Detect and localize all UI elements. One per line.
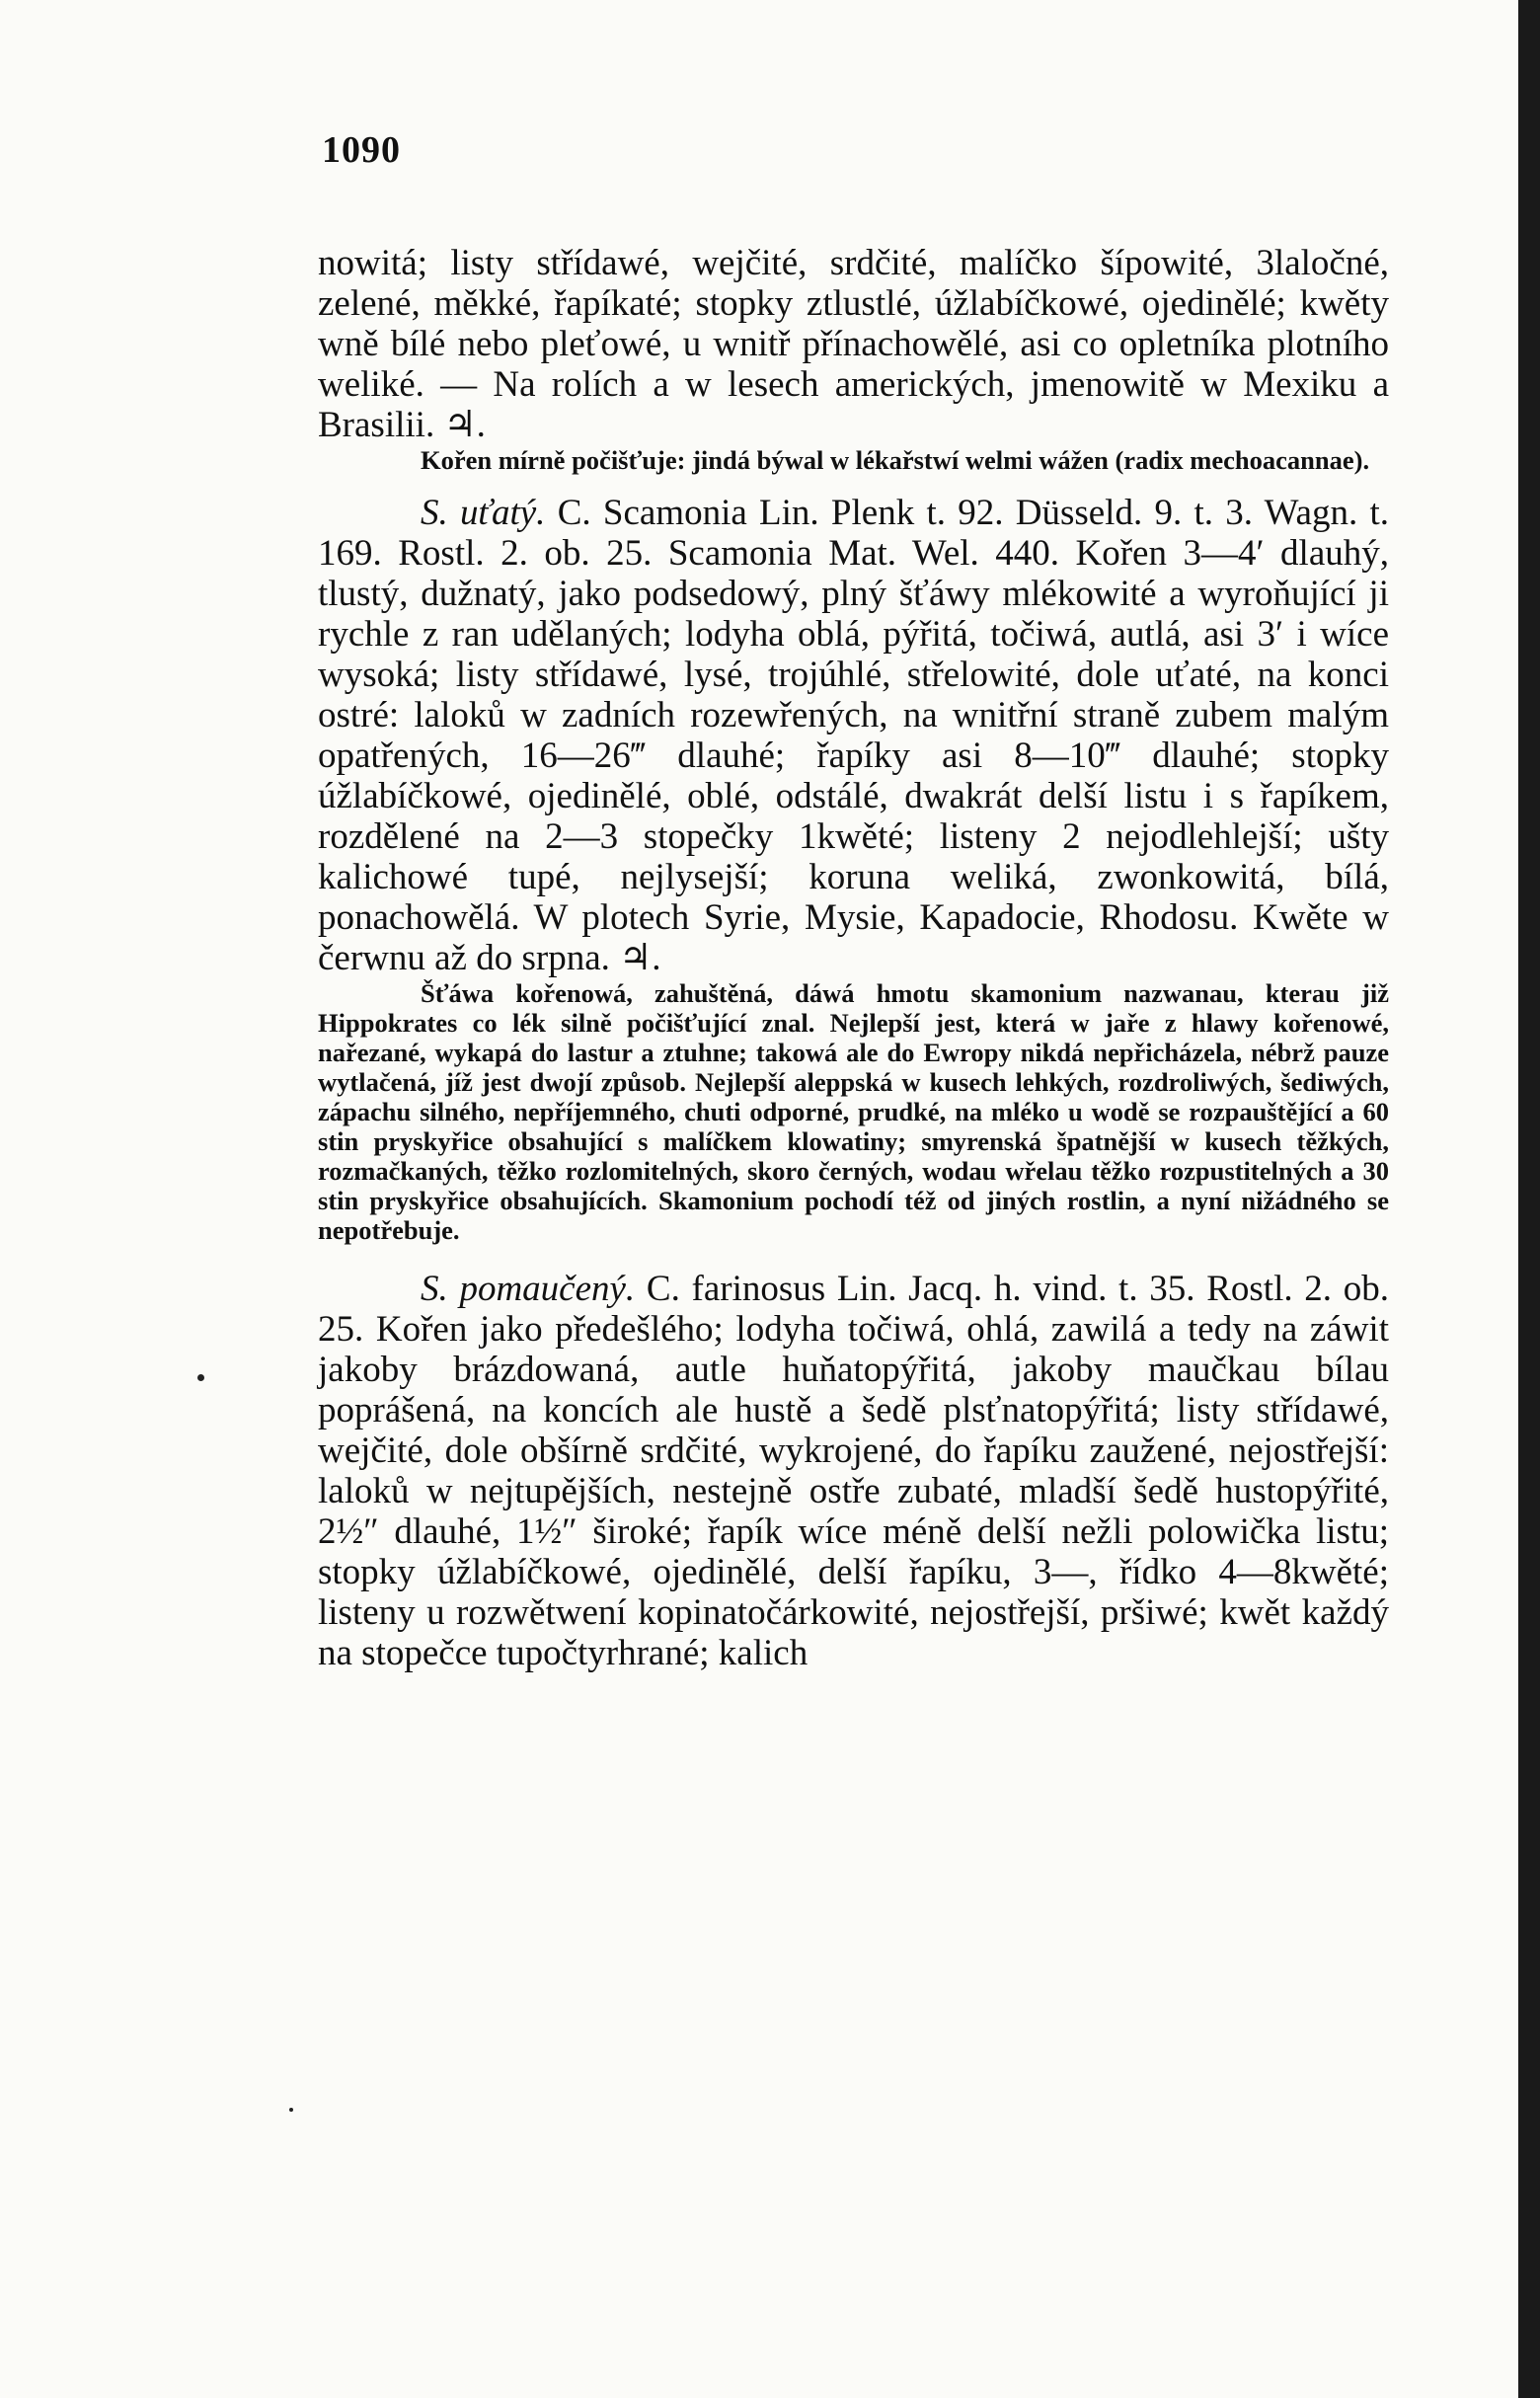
ink-speck	[289, 2108, 293, 2112]
species-description: C. farinosus Lin. Jacq. h. vind. t. 35. Rostl. 2. ob. 25. Kořen jako předešlého; lodyha točiwá, ohlá, zawilá a tedy na záwit jakoby brázdowaná, autle huňatopýřitá, jakoby maučkau bílau poprášená, na koncích ale hustě a šedě plsťnatopýřitá; listy střídawé, wejčité, dole obšírně srdčité, wykrojené, do řapíku zaužené, nejostřejší: laloků w nejtupějších, nestejně ostře zubaté, mladší šedě hustopýřité, 2½″ dlauhé, 1½″ široké; řapík wíce méně delší nežli polowička listu; stopky úžlabíčkowé, ojedinělé, delší řapíku, 3—, řídko 4—8kwěté; listeny u rozwětwení kopinatočárkowité, nejostřejší, pršiwé; kwět každý na stopečce tupočtyrhrané; kalich	[318, 1269, 1389, 1673]
species-scamonia	[318, 493, 1389, 978]
footnote-root: Kořen mírně počišťuje: jindá býwal w lékařstwí welmi wážen (radix mechoacannae).	[421, 445, 1370, 475]
species-name: S. pomaučený.	[421, 1269, 636, 1309]
species-farinosus	[318, 1269, 1389, 1673]
page-number: 1090	[322, 129, 401, 171]
species-description: C. Scamonia Lin. Plenk t. 92. Düsseld. 9. t. 3. Wagn. t. 169. Rostl. 2. ob. 25. Scamonia Mat. Wel. 440. Kořen 3—4′ dlauhý, tlustý, dužnatý, jako podsedowý, plný šťáwy mlékowité a wyroňující ji rychle z ran udělaných; lodyha oblá, pýřitá, točiwá, autlá, asi 3′ i wíce wysoká; listy střídawé, lysé, trojúhlé, střelowité, dole uťaté, na konci ostré: laloků w zadních rozewřených, na wnitřní straně zubem malým opatřených, 16—26‴ dlauhé; řapíky asi 8—10‴ dlauhé; stopky úžlabíčkowé, ojedinělé, oblé, odstálé, dwakrát delší listu i s řapíkem, rozdělené na 2—3 stopečky 1kwěté; listeny 2 nejodlehlejší; ušty kalichowé tupé, nejlysejší; koruna weliká, zwonkowitá, bílá, ponachowělá. W plotech Syrie, Mysie, Kapadocie, Rhodosu. Kwěte w čerwnu až do srpna. ♃.	[318, 493, 1389, 978]
species-name: S. uťatý.	[421, 493, 546, 533]
paragraph-continuation: nowitá; listy střídawé, wejčité, srdčité, malíčko šípowité, 3laločné, zelené, měkké, řapíkaté; stopky ztlustlé, úžlabíčkowé, ojedinělé; kwěty wně bílé nebo pleťowé, u wnitř přínachowělé, asi co opletníka plotního weliké. — Na rolích a w lesech amerických, jmenowitě w Mexiku a Brasilii. ♃.	[318, 243, 1389, 445]
text-column	[318, 128, 1389, 1673]
ink-speck	[197, 1374, 204, 1381]
footnote-scammony: Šťáwa kořenowá, zahuštěná, dáwá hmotu skamonium nazwanau, kterau již Hippokrates co lék silně počišťující znal. Nejlepší jest, která w jaře z hlawy kořenowé, nařezané, wykapá do lastur a ztuhne; takowá ale do Ewropy nikdá nepřicházela, nébrž pauze wytlačená, jíž jest dwojí způsob. Nejlepší aleppská w kusech lehkých, rozdroliwých, šediwých, zápachu silného, nepříjemného, chuti odporné, prudké, na mléko u wodě se rozpauštějící a 60 stin pryskyřice obsahující s malíčkem klowatiny; smyrenská špatnější w kusech těžkých, rozmačkaných, těžko rozlomitelných, skoro černých, wodau wřelau těžko rozpustitelných a 30 stin pryskyřice obsahujících. Skamonium pochodí též od jiných rostlin, a nyní nižádného se nepotřebuje.	[318, 978, 1389, 1245]
